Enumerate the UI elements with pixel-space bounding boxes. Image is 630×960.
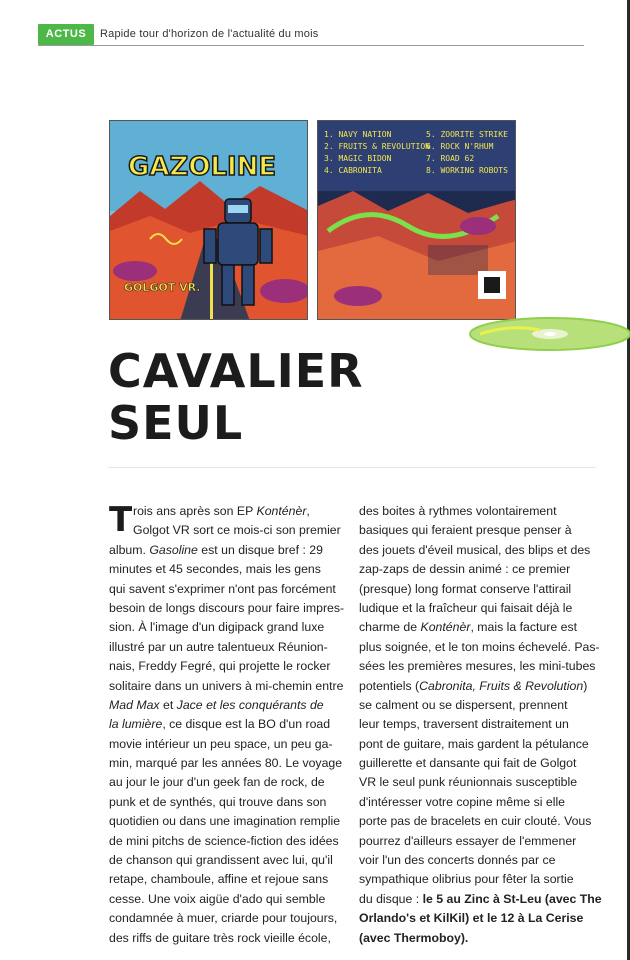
body-line: (avec Thermoboy).: [359, 930, 469, 945]
body-line: plus soignée, et le ton moins échevelé. Pas-: [359, 639, 600, 654]
body-line: illustré par un autre talentueux Réunion-: [109, 639, 328, 654]
article-column-left: [109, 502, 345, 948]
cover-artist: GOLGOT VR.: [124, 281, 201, 294]
track-2: 2. FRUITS & REVOLUTION: [324, 142, 430, 151]
section-tag: ACTUS: [38, 24, 94, 45]
cover-artwork: [110, 121, 308, 320]
body-line: des jouets d'éveil musical, des blips et des: [359, 542, 591, 557]
body-line: d'intéresser votre copine même si elle: [359, 794, 566, 809]
section-header: [38, 24, 584, 46]
body-line: zap-zaps de dessin animé : ce premier: [359, 562, 571, 577]
body-line: solitaire dans un univers à mi-chemin entre: [109, 678, 344, 693]
drop-cap: T: [109, 500, 133, 540]
body-line: charme de Konténèr, mais la facture est: [359, 620, 578, 635]
body-line: quotidien ou dans une imagination remplie: [109, 814, 341, 829]
body-line: se calment ou se dispersent, prennent: [359, 697, 568, 712]
body-line: la lumière, ce disque est la BO d'un road: [109, 717, 331, 732]
body-line: pont de guitare, mais gardent la pétulance: [359, 736, 589, 751]
track-1: 1. NAVY NATION: [324, 130, 392, 139]
body-line: besoin de longs discours pour faire impres-: [109, 600, 345, 615]
body-line: au jour le jour d'un geek fan de rock, de: [109, 775, 325, 790]
body-line: de mini pitchs de science-fiction des idées: [109, 833, 339, 848]
body-line: du disque : le 5 au Zinc à St-Leu (avec The: [359, 891, 602, 906]
title-line-1: CAVALIER: [108, 344, 364, 398]
article-column-right: [359, 502, 602, 948]
track-8: 8. WORKING ROBOTS: [426, 166, 508, 175]
track-6: 6. ROCK N'RHUM: [426, 142, 494, 151]
body-line: des riffs de guitare très rock vieille école,: [109, 930, 331, 945]
body-line: voir l'un des concerts donnés par ce: [359, 853, 556, 868]
body-line: de chanson qui grandissent avec lui, qu'il: [109, 853, 333, 868]
cover-title: GAZOLINE: [128, 152, 277, 182]
body-line: punk et de synthés, qui trouve dans son: [109, 794, 327, 809]
header-rule: [38, 45, 584, 46]
body-line: basiques qui feraient presque penser à: [359, 523, 572, 538]
body-line: condamnée à muer, criarde pour toujours,: [109, 911, 338, 926]
section-description: Rapide tour d'horizon de l'actualité du mois: [100, 28, 319, 40]
article-title: [108, 345, 364, 449]
track-7: 7. ROAD 62: [426, 154, 475, 163]
body-line: album. Gasoline est un disque bref : 29: [109, 542, 323, 557]
album-front-cover: [109, 120, 308, 320]
body-line: leur temps, traversent distraitement un: [359, 717, 569, 732]
body-line: potentiels (Cabronita, Fruits & Revolution): [359, 678, 588, 693]
track-4: 4. CABRONITA: [324, 166, 382, 175]
body-line: porte pas de bracelets en cuir clouté. Vous: [359, 814, 592, 829]
body-line: (presque) long format conserve l'attirail: [359, 581, 572, 596]
body-line: rois ans après son EP Konténèr,: [133, 504, 310, 518]
body-line: minutes et 45 secondes, mais les gens: [109, 562, 321, 577]
title-separator: [108, 467, 596, 468]
body-line: sées les premières mesures, les mini-tubes: [359, 659, 596, 674]
body-line: Mad Max et Jace et les conquérants de: [109, 697, 324, 712]
cd-disc: [440, 312, 630, 352]
body-line: pourrez d'ailleurs essayer de l'emmener: [359, 833, 577, 848]
body-line: guillerette et dansante qui fait de Golgot: [359, 756, 577, 771]
title-line-2: SEUL: [108, 396, 244, 450]
album-back-cover: [317, 120, 516, 320]
body-line: cesse. Une voix aigüe d'ado qui semble: [109, 891, 326, 906]
body-line: VR le seul punk réunionnais susceptible: [359, 775, 578, 790]
body-line: nais, Freddy Fegré, qui projette le rocker: [109, 659, 331, 674]
body-line: Golgot VR sort ce mois-ci son premier: [133, 523, 341, 538]
body-line: ludique et la fraîcheur qui faisait déjà le: [359, 600, 573, 615]
body-line: sympathique olibrius pour fêter la sortie: [359, 872, 574, 887]
body-line: movie intérieur un peu space, un peu ga-: [109, 736, 333, 751]
body-line: sion. À l'image d'un digipack grand luxe: [109, 620, 325, 635]
body-line: qui savent s'exprimer n'ont pas forcément: [109, 581, 336, 596]
track-3: 3. MAGIC BIDON: [324, 154, 392, 163]
back-artwork: [318, 121, 516, 320]
body-line: Orlando's et KilKil) et le 12 à La Cerise: [359, 911, 584, 926]
body-line: min, marqué par les années 80. Le voyage: [109, 756, 343, 771]
track-5: 5. ZOORITE STRIKE: [426, 130, 508, 139]
body-line: des boites à rythmes volontairement: [359, 504, 557, 518]
body-line: retape, chamboule, affine et rejoue sans: [109, 872, 329, 887]
